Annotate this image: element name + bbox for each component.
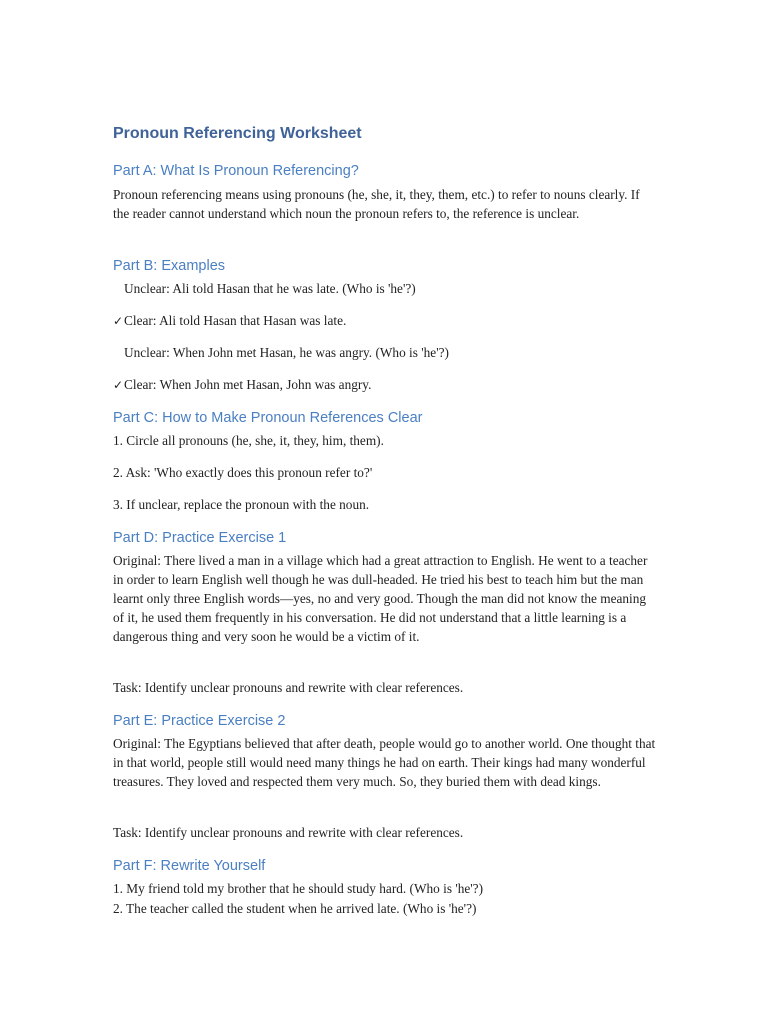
part-b-heading: Part B: Examples [113, 258, 226, 274]
page-title: Pronoun Referencing Worksheet [113, 125, 362, 142]
part-d-heading: Part D: Practice Exercise 1 [113, 530, 287, 546]
rewrite-item: 1. My friend told my brother that he should study hard. (Who is 'he'?) [113, 881, 484, 896]
example-text: Clear: When John met Hasan, John was angry. [124, 377, 372, 392]
exercise-1-original: Original: There lived a man in a village which had a great attraction to English. He went to a teacher in order to learn English well though he was dull-headed. He tried his best to teach him but the man learnt only three English words—yes, no and very good. Though the man did not know the meaning of it, he used them frequently in his conversation. He did not understand that a little learning is a dangerous thing and very soon he would be a victim of it. [113, 553, 648, 644]
example-item [113, 375, 371, 395]
example-text: Unclear: Ali told Hasan that he was late. (Who is 'he'?) [124, 281, 416, 296]
example-item [113, 343, 449, 362]
step-item: 1. Circle all pronouns (he, she, it, they, him, them). [113, 433, 384, 448]
example-item [113, 279, 416, 298]
part-f-heading: Part F: Rewrite Yourself [113, 858, 266, 874]
checkmark-icon: ✓ [113, 378, 124, 392]
example-item [113, 311, 346, 331]
part-e-heading: Part E: Practice Exercise 2 [113, 713, 286, 729]
step-item: 2. Ask: 'Who exactly does this pronoun refer to?' [113, 465, 373, 480]
example-text: Unclear: When John met Hasan, he was angry. (Who is 'he'?) [124, 345, 449, 360]
checkmark-icon: ✓ [113, 314, 124, 328]
exercise-1-task: Task: Identify unclear pronouns and rewrite with clear references. [113, 680, 464, 695]
part-c-heading: Part C: How to Make Pronoun References Clear [113, 410, 423, 426]
exercise-2-task: Task: Identify unclear pronouns and rewrite with clear references. [113, 825, 464, 840]
part-a-text: Pronoun referencing means using pronouns (he, she, it, they, them, etc.) to refer to nouns clearly. If the reader cannot understand which noun the pronoun refers to, the reference is unclear. [113, 187, 640, 221]
exercise-2-original: Original: The Egyptians believed that after death, people would go to another world. One thought that in that world, people still would need many things he had on earth. Their kings had many wonderful treasures. They loved and respected them very much. So, they buried them with dead kings. [113, 736, 656, 789]
rewrite-item: 2. The teacher called the student when he arrived late. (Who is 'he'?) [113, 901, 477, 916]
step-item: 3. If unclear, replace the pronoun with the noun. [113, 497, 370, 512]
part-a-heading: Part A: What Is Pronoun Referencing? [113, 163, 359, 179]
example-text: Clear: Ali told Hasan that Hasan was late. [124, 313, 347, 328]
